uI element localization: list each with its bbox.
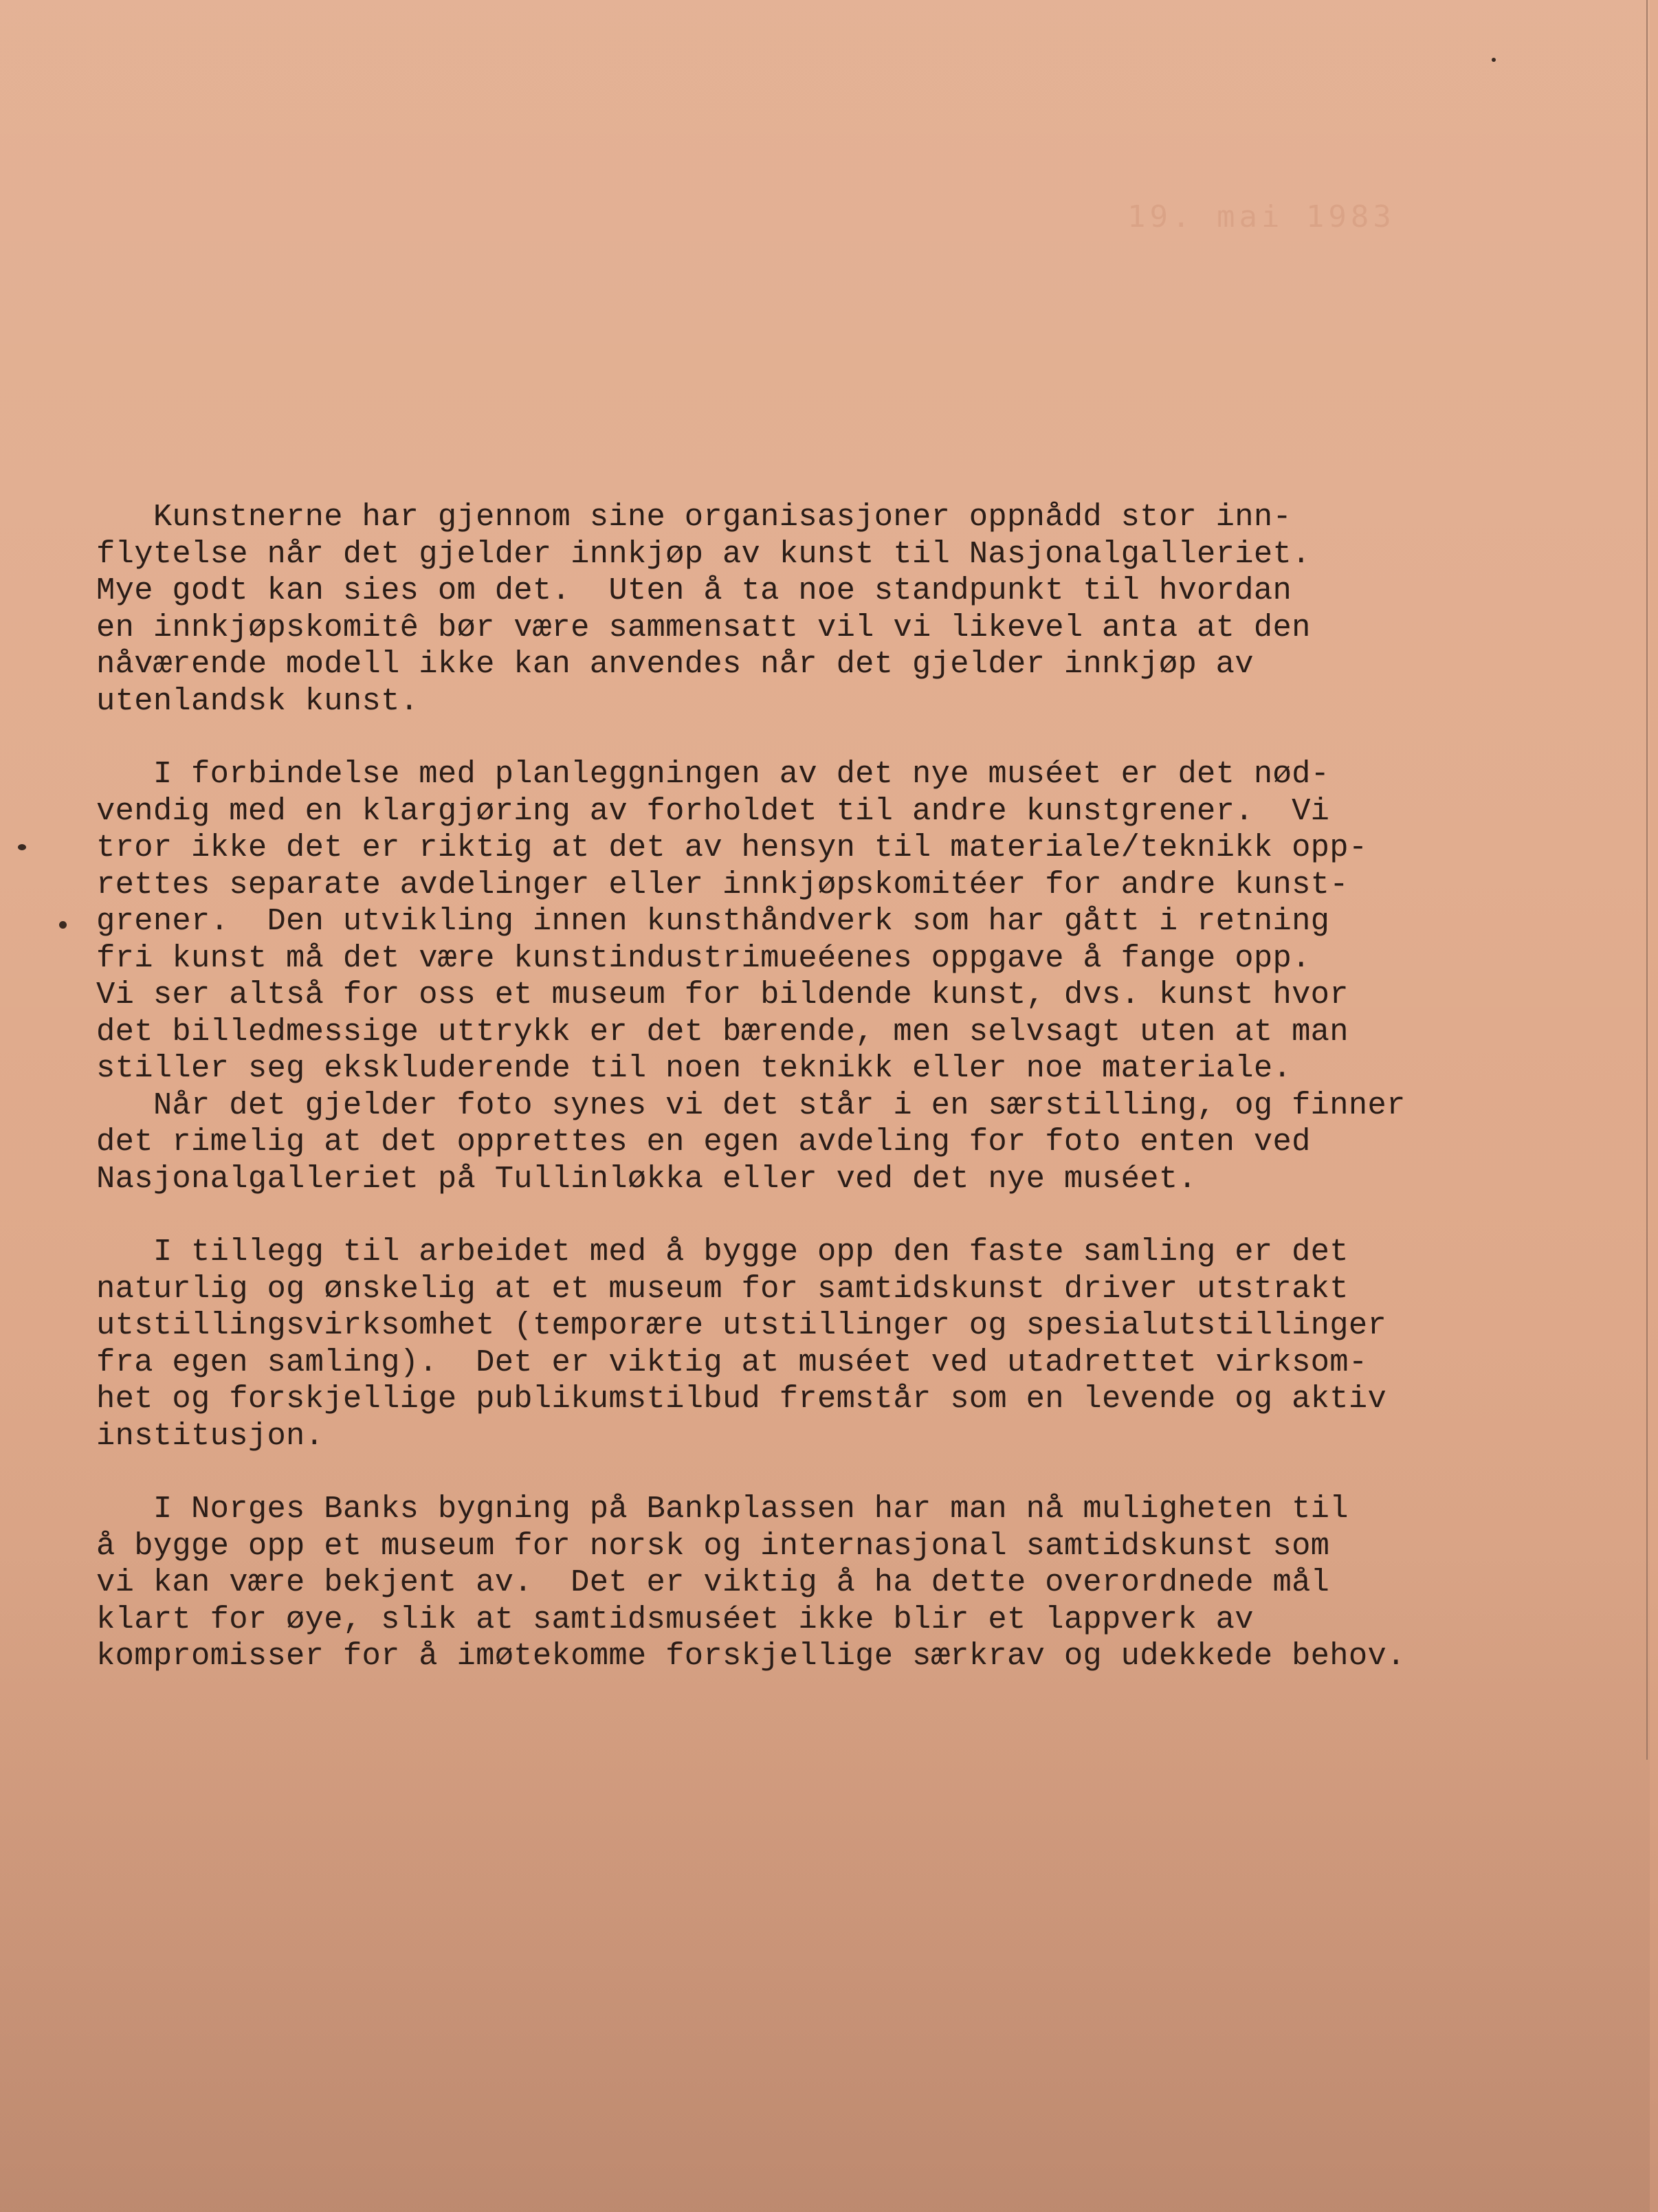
text-line: grener. Den utvikling innen kunsthåndverk som har gått i retning	[96, 903, 1330, 939]
text-line: klart for øye, slik at samtidsmuséet ikke blir et lappverk av	[96, 1601, 1254, 1637]
text-line: fra egen samling). Det er viktig at muséet ved utadrettet virksom-	[96, 1344, 1368, 1380]
paragraph	[96, 1234, 1636, 1455]
show-through-text: 19. mai 1983	[1127, 199, 1395, 234]
text-line: Mye godt kan sies om det. Uten å ta noe standpunkt til hvordan	[96, 573, 1292, 608]
paragraph	[96, 756, 1636, 1197]
text-line: I tillegg til arbeidet med å bygge opp den faste samling er det	[96, 1234, 1349, 1270]
text-line: Nasjonalgalleriet på Tullinløkka eller ved det nye muséet.	[96, 1160, 1197, 1197]
text-line: det rimelig at det opprettes en egen avdeling for foto enten ved	[96, 1124, 1311, 1160]
text-line: en innkjøpskomitê bør være sammensatt vil vi likevel anta at den	[96, 609, 1311, 645]
text-line: flytelse når det gjelder innkjøp av kunst til Nasjonalgalleriet.	[96, 535, 1311, 572]
margin-mark	[18, 844, 26, 850]
text-line: Kunstnerne har gjennom sine organisasjoner oppnådd stor inn-	[96, 499, 1292, 535]
text-line: Når det gjelder foto synes vi det står i en særstilling, og finner	[96, 1087, 1406, 1123]
letter-body	[96, 499, 1636, 1712]
text-line: I Norges Banks bygning på Bankplassen har man nå muligheten til	[96, 1491, 1349, 1527]
text-line: naturlig og ønskelig at et museum for samtidskunst driver utstrakt	[96, 1270, 1349, 1307]
text-line: å bygge opp et museum for norsk og internasjonal samtidskunst som	[96, 1527, 1330, 1564]
text-line: utenlandsk kunst.	[96, 683, 419, 719]
paragraph	[96, 1491, 1636, 1675]
text-line: nåværende modell ikke kan anvendes når det gjelder innkjøp av	[96, 646, 1254, 682]
text-line: het og forskjellige publikumstilbud fremstår som en levende og aktiv	[96, 1381, 1387, 1417]
page-edge	[1646, 0, 1648, 1760]
text-line: I forbindelse med planleggningen av det nye muséet er det nød-	[96, 756, 1330, 792]
text-line: vi kan være bekjent av. Det er viktig å ha dette overordnede mål	[96, 1564, 1330, 1600]
text-line: rettes separate avdelinger eller innkjøpskomitéer for andre kunst-	[96, 866, 1349, 903]
text-line: Vi ser altså for oss et museum for bildende kunst, dvs. kunst hvor	[96, 977, 1349, 1013]
text-line: kompromisser for å imøtekomme forskjellige særkrav og udekkede behov.	[96, 1638, 1406, 1674]
text-line: utstillingsvirksomhet (temporære utstillinger og spesialutstillinger	[96, 1307, 1387, 1343]
text-line: institusjon.	[96, 1417, 324, 1454]
paragraph	[96, 499, 1636, 720]
margin-mark	[1492, 58, 1496, 62]
margin-mark	[59, 921, 67, 929]
text-line: det billedmessige uttrykk er det bærende, men selvsagt uten at man	[96, 1013, 1349, 1050]
text-line: tror ikke det er riktig at det av hensyn til materiale/teknikk opp-	[96, 830, 1368, 865]
text-line: stiller seg ekskluderende til noen teknikk eller noe materiale.	[96, 1050, 1292, 1086]
text-line: fri kunst må det være kunstindustrimueéenes oppgave å fange opp.	[96, 940, 1311, 976]
text-line: vendig med en klargjøring av forholdet til andre kunstgrener. Vi	[96, 793, 1330, 829]
